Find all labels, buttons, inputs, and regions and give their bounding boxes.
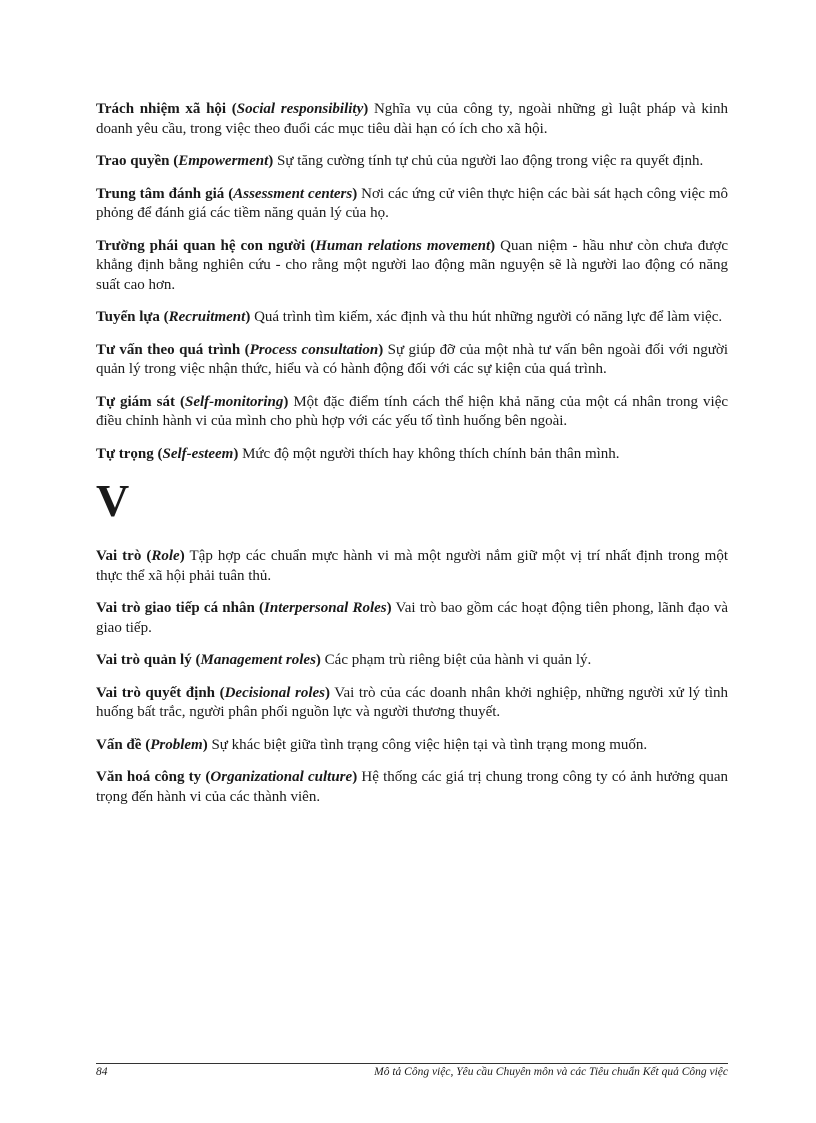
entry-term: Vấn đề — [96, 736, 142, 753]
entry-term: Trách nhiệm xã hội — [96, 101, 227, 117]
entry-definition: Vai trò bao gồm các hoạt động tiên phong, lãnh đạo và giao tiếp. — [96, 600, 728, 636]
entry-term: Tư vấn theo quá trình — [96, 341, 241, 358]
entry-english-term: Interpersonal Roles — [264, 600, 387, 616]
entry-definition: Quá trình tìm kiếm, xác định và thu hút những người có năng lực để làm việc. — [254, 309, 723, 325]
glossary-entry: Văn hoá công ty (Organizational culture) Hệ thống các giá trị chung trong công ty có ảnh hưởng quan trọng đến hành vi của các thành viên. — [96, 769, 729, 805]
glossary-content — [96, 100, 728, 820]
entry-definition: Các phạm trù riêng biệt của hành vi quản lý. — [324, 652, 592, 668]
glossary-entry: Tư vấn theo quá trình (Process consultation) Sự giúp đỡ của một nhà tư vấn bên ngoài đối với người quản lý trong việc nhận thức, hiểu và có hành động đối với các sự kiện của quá trình. — [96, 341, 728, 377]
glossary-entry: Trường phái quan hệ con người (Human relations movement) Quan niệm - hầu như còn chưa được khẳng định bằng nghiên cứu - cho rằng một người lao động mãn nguyện sẽ là người lao động có năng suất cao hơn. — [96, 237, 728, 293]
glossary-entry: Tuyển lựa (Recruitment) Quá trình tìm kiếm, xác định và thu hút những người có năng lực để làm việc. — [96, 309, 723, 325]
glossary-entry: Vai trò giao tiếp cá nhân (Interpersonal Roles) Vai trò bao gồm các hoạt động tiên phong, lãnh đạo và giao tiếp. — [96, 600, 728, 636]
running-title: Mô tả Công việc, Yêu cầu Chuyên môn và các Tiêu chuẩn Kết quả Công việc — [374, 1066, 728, 1078]
entry-definition: Sự tăng cường tính tự chủ của người lao động trong việc ra quyết định. — [277, 153, 704, 169]
entry-english-term: Problem — [150, 736, 203, 753]
entry-term: Vai trò quản lý — [96, 652, 192, 668]
glossary-entry: Vai trò quản lý (Management roles) Các phạm trù riêng biệt của hành vi quản lý. — [96, 652, 592, 668]
entry-term: Vai trò — [96, 548, 142, 564]
entry-definition: Quan niệm - hầu như còn chưa được khẳng định bằng nghiên cứu - cho rằng một người lao động mãn nguyện sẽ là người lao động có năng suất cao hơn. — [96, 237, 728, 293]
glossary-entry: Tự giám sát (Self-monitoring) Một đặc điểm tính cách thể hiện khả năng của một cá nhân trong việc điều chỉnh hành vi của mình cho phù hợp với các yếu tố tình huống bên ngoài. — [96, 393, 729, 429]
entry-definition: Nghĩa vụ của công ty, ngoài những gì luật pháp và kinh doanh yêu cầu, trong việc theo đuổi các mục tiêu dài hạn có ích cho xã hội. — [96, 101, 728, 137]
entry-term: Trường phái quan hệ con người — [96, 237, 306, 254]
entry-english-term: Empowerment — [178, 153, 269, 169]
glossary-entry: Vai trò quyết định (Decisional roles) Vai trò của các doanh nhân khởi nghiệp, những người xử lý tình huống bất trắc, người phân phối nguồn lực và người thương thuyết. — [96, 684, 729, 720]
entry-english-term: Self-monitoring — [184, 393, 284, 410]
entry-english-term: Social responsibility — [236, 101, 364, 117]
glossary-entry: Trung tâm đánh giá (Assessment centers) Nơi các ứng cử viên thực hiện các bài sát hạch công việc mô phỏng để đánh giá các tiềm năng quản lý của họ. — [96, 185, 729, 221]
footer-divider — [96, 1063, 728, 1064]
entry-term: Vai trò quyết định — [96, 684, 216, 701]
entry-term: Tự giám sát — [96, 393, 175, 410]
glossary-entry: Tự trọng (Self-esteem) Mức độ một người thích hay không thích chính bản thân mình. — [96, 445, 620, 462]
entry-english-term: Role — [151, 548, 180, 564]
entry-english-term: Self-esteem — [162, 445, 234, 462]
entry-definition: Hệ thống các giá trị chung trong công ty có ảnh hưởng quan trọng đến hành vi của các thành viên. — [96, 769, 729, 805]
entry-term: Vai trò giao tiếp cá nhân — [96, 600, 255, 616]
entry-term: Tuyển lựa — [96, 309, 160, 325]
entry-definition: Vai trò của các doanh nhân khởi nghiệp, những người xử lý tình huống bất trắc, người phân phối nguồn lực và người thương thuyết. — [96, 684, 729, 720]
entry-english-term: Human relations movement — [315, 237, 491, 254]
glossary-entry: Trách nhiệm xã hội (Social responsibility) Nghĩa vụ của công ty, ngoài những gì luật pháp và kinh doanh yêu cầu, trong việc theo đuổi các mục tiêu dài hạn có ích cho xã hội. — [96, 101, 728, 137]
entry-definition: Tập hợp các chuẩn mực hành vi mà một người nắm giữ một vị trí nhất định trong một thực thể xã hội phải tuân thủ. — [96, 548, 728, 584]
entry-term: Trung tâm đánh giá — [96, 185, 225, 202]
entry-definition: Nơi các ứng cử viên thực hiện các bài sát hạch công việc mô phỏng để đánh giá các tiềm năng quản lý của họ. — [96, 185, 729, 221]
entry-english-term: Decisional roles — [224, 684, 325, 701]
entry-english-term: Recruitment — [168, 309, 246, 325]
glossary-entry: Vấn đề (Problem) Sự khác biệt giữa tình trạng công việc hiện tại và tình trạng mong muốn. — [96, 736, 648, 753]
entry-definition: Sự khác biệt giữa tình trạng công việc hiện tại và tình trạng mong muốn. — [211, 736, 648, 753]
entry-definition: Một đặc điểm tính cách thể hiện khả năng của một cá nhân trong việc điều chỉnh hành vi của mình cho phù hợp với các yếu tố tình huống bên ngoài. — [96, 393, 729, 429]
entry-english-term: Process consultation — [249, 341, 379, 358]
entry-definition: Sự giúp đỡ của một nhà tư vấn bên ngoài đối với người quản lý trong việc nhận thức, hiểu và có hành động đối với các sự kiện của quá trình. — [96, 341, 728, 377]
glossary-entry: Trao quyền (Empowerment) Sự tăng cường tính tự chủ của người lao động trong việc ra quyết định. — [96, 153, 704, 169]
entry-term: Trao quyền — [96, 153, 170, 169]
glossary-entry: Vai trò (Role) Tập hợp các chuẩn mực hành vi mà một người nắm giữ một vị trí nhất định trong một thực thể xã hội phải tuân thủ. — [96, 548, 728, 584]
page-number: 84 — [96, 1066, 108, 1078]
entry-english-term: Organizational culture — [210, 769, 353, 785]
section-letter-heading: V — [96, 475, 130, 526]
entry-english-term: Assessment centers — [233, 185, 353, 202]
entry-english-term: Management roles — [200, 652, 316, 668]
entry-term: Văn hoá công ty — [96, 769, 202, 785]
entry-term: Tự trọng — [96, 445, 154, 462]
entry-definition: Mức độ một người thích hay không thích chính bản thân mình. — [242, 445, 620, 462]
